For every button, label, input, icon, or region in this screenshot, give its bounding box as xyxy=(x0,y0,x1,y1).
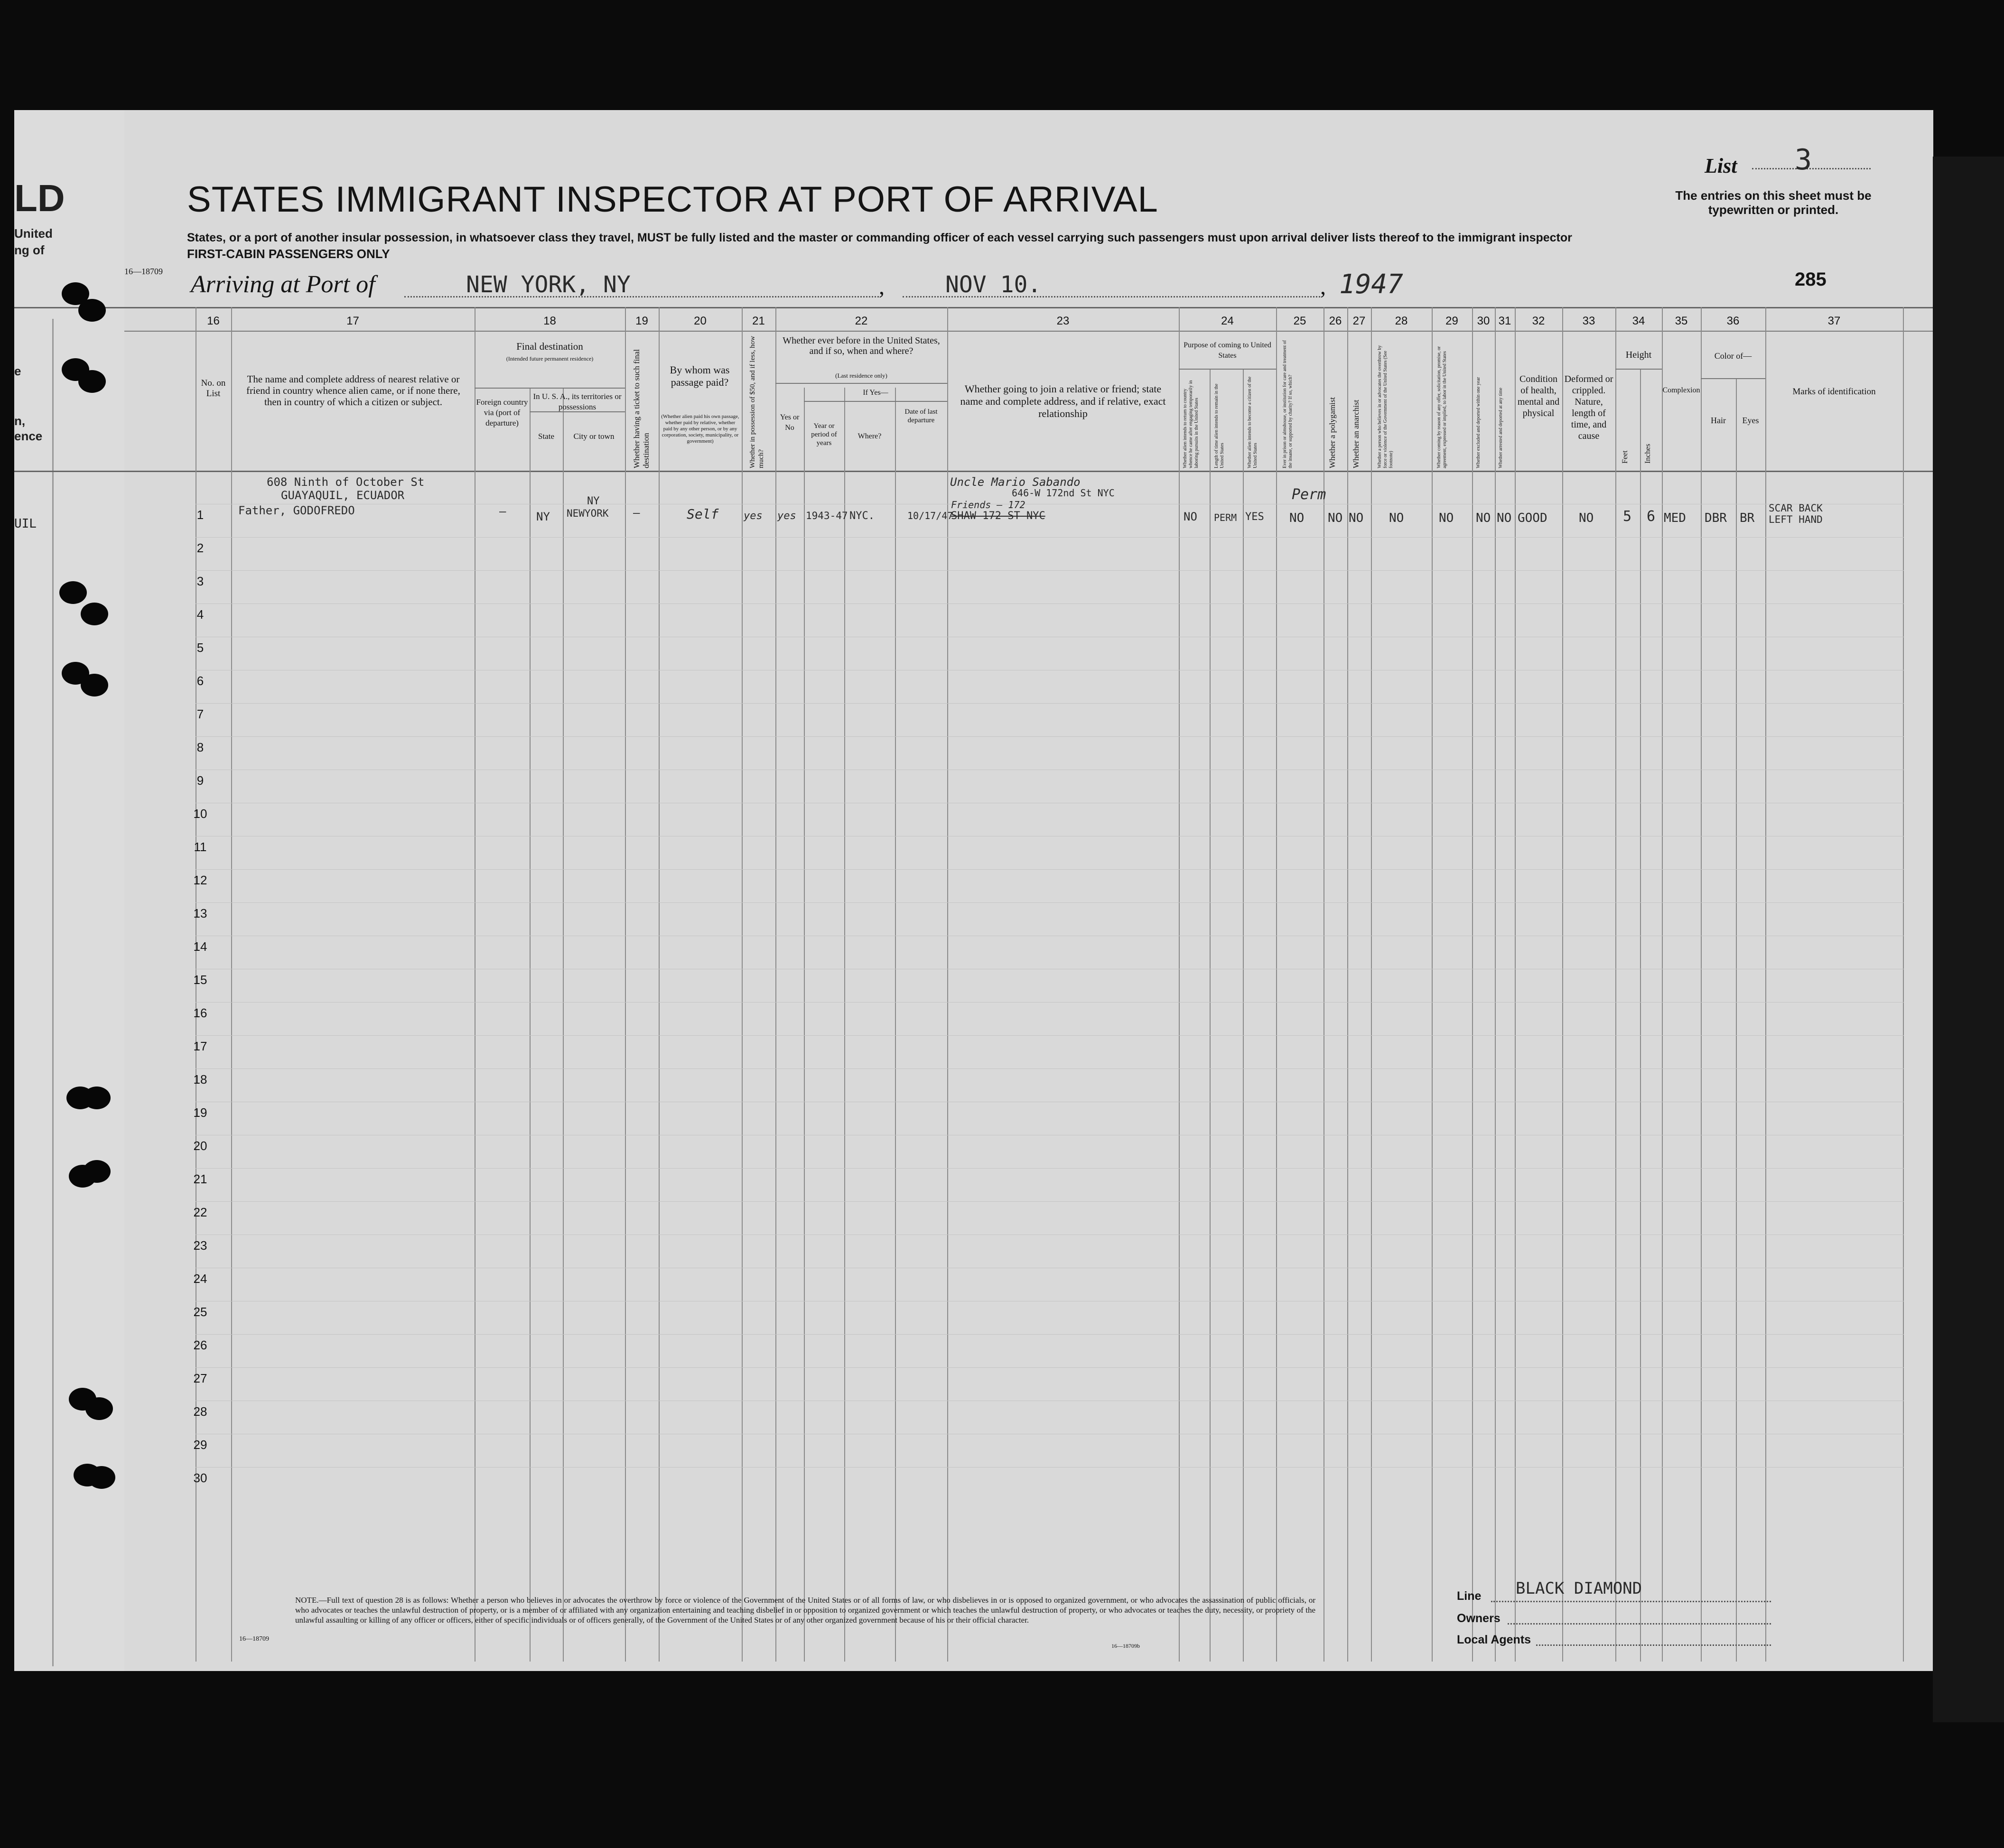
column-number: 19 xyxy=(635,315,648,327)
column-number: 20 xyxy=(694,315,707,327)
stub-fragment: UIL xyxy=(14,517,37,531)
complexion-value: MED xyxy=(1664,511,1686,525)
prison-value: NO xyxy=(1289,511,1305,525)
row-number: 9 xyxy=(196,773,204,788)
column-number: 26 xyxy=(1329,315,1342,327)
column-number: 37 xyxy=(1827,315,1841,327)
join-name: Uncle Mario Sabando xyxy=(950,475,1081,489)
row-number: 29 xyxy=(193,1438,207,1452)
row-number: 22 xyxy=(193,1205,207,1219)
permanent-note: Perm xyxy=(1292,486,1326,503)
header-final-destination: Final destination xyxy=(516,341,583,352)
row-number: 30 xyxy=(193,1471,207,1485)
header-passage-paid: By whom was passage paid? xyxy=(670,364,730,388)
eyes-value: BR xyxy=(1740,511,1755,525)
form-code-bottom: 16—18709 xyxy=(239,1635,269,1643)
row-number: 25 xyxy=(193,1305,207,1319)
column-number: 30 xyxy=(1477,315,1490,327)
intro-line: States, or a port of another insular possession, in whatsoever class they travel, MUST be fully listed and the master or commanding officer of each vessel carrying such passengers must upon arrival deliver lists thereof to the immigrant inspector xyxy=(187,231,1572,244)
header-purpose-length: Length of time alien intends to remain in the United States xyxy=(1214,383,1225,468)
height-inches-value: 6 xyxy=(1647,508,1656,525)
header-arrested: Whether arrested and deported at any time xyxy=(1498,388,1503,468)
join-address: 646-W 172nd St NYC xyxy=(1012,487,1115,499)
polygamist-value: NO xyxy=(1328,511,1343,525)
relative-address-line: 608 Ninth of October St xyxy=(267,475,425,489)
row-number: 15 xyxy=(193,973,207,987)
header-color-of: Color of— xyxy=(1714,351,1752,361)
column-number: 16 xyxy=(207,315,220,327)
column-number: 18 xyxy=(543,315,556,327)
ticket-value: — xyxy=(633,506,640,520)
port-value: NEW YORK, NY xyxy=(466,271,631,298)
row-number: 23 xyxy=(193,1238,207,1253)
column-number: 32 xyxy=(1532,315,1545,327)
join-friends: Friends — 172 xyxy=(951,499,1025,511)
sheet-instruction: The entries on this sheet must be typewritten or printed. xyxy=(1675,188,1872,217)
column-number: 29 xyxy=(1445,315,1458,327)
local-agents-label: Local Agents xyxy=(1457,1633,1531,1646)
overthrow-value: NO xyxy=(1389,511,1404,525)
header-ticket: Whether having a ticket to such final destination xyxy=(632,349,651,468)
row-number: 2 xyxy=(196,541,204,555)
form-title: STATES IMMIGRANT INSPECTOR AT PORT OF ARRIVAL xyxy=(187,179,1158,220)
deformed-value: NO xyxy=(1579,511,1594,525)
header-deformed: Deformed or crippled. Nature, length of time, and cause xyxy=(1564,374,1613,441)
manifest-table xyxy=(124,307,1933,1662)
header-date-departure: Date of last departure xyxy=(904,408,938,424)
labor-offer-value: NO xyxy=(1439,511,1454,525)
header-final-destination-sub: (Intended future permanent residence) xyxy=(506,355,594,362)
stub-fragment: e xyxy=(14,364,21,378)
header-fifty-dollars: Whether in possession of $50, and if less, how much? xyxy=(749,335,765,468)
class-line: FIRST-CABIN PASSENGERS ONLY xyxy=(187,247,390,261)
header-no-on-list: No. on List xyxy=(201,378,226,399)
city-top-value: NY xyxy=(587,495,600,507)
row-number: 11 xyxy=(194,840,207,854)
row-number: 8 xyxy=(196,740,204,754)
header-yes-no: Yes or No xyxy=(780,413,800,432)
list-number: 3 xyxy=(1795,143,1812,176)
binding-tape xyxy=(1933,157,2004,1722)
stub-fragment: LD xyxy=(14,177,65,219)
row-rule xyxy=(196,869,1904,870)
row-rule xyxy=(196,1068,1904,1069)
row-number: 13 xyxy=(193,906,207,920)
row-number: 1 xyxy=(196,508,204,522)
anarchist-value: NO xyxy=(1349,511,1364,525)
header-feet: Feet xyxy=(1621,450,1629,464)
list-label: List xyxy=(1705,154,1737,177)
row-rule xyxy=(196,1201,1904,1202)
header-passage-paid-sub: (Whether alien paid his own passage, whether paid by relative, whether paid by any other person, or by any corporation, society, municipality, or government) xyxy=(661,414,739,444)
row-rule xyxy=(196,1367,1904,1368)
owners-label: Owners xyxy=(1457,1612,1501,1625)
marks-value: SCAR BACK LEFT HAND xyxy=(1769,502,1823,525)
row-rule xyxy=(196,1002,1904,1003)
header-complexion: Complexion xyxy=(1662,386,1700,394)
header-overthrow: Whether a person who believes in or advocates the overthrow by force or violence of the Government of the United States (See footnote) xyxy=(1377,345,1394,468)
column-number: 31 xyxy=(1498,315,1511,327)
header-purpose: Purpose of coming to United States xyxy=(1184,341,1271,360)
page-number: 285 xyxy=(1795,269,1827,290)
row-number: 20 xyxy=(193,1139,207,1153)
height-feet-value: 5 xyxy=(1623,508,1632,525)
form-code: 16—18709 xyxy=(124,267,163,276)
header-foreign-country: Foreign country via (port of departure) xyxy=(476,398,528,427)
column-number: 33 xyxy=(1582,315,1595,327)
row-rule xyxy=(196,1035,1904,1036)
row-number: 10 xyxy=(193,807,207,821)
years-value: 1943-47 xyxy=(806,510,848,521)
column-number: 34 xyxy=(1632,315,1645,327)
previous-page-stub xyxy=(14,110,126,1671)
fifty-value: yes xyxy=(744,510,763,522)
column-number: 22 xyxy=(855,315,868,327)
header-year: Year or period of years xyxy=(811,422,837,447)
row-number: 19 xyxy=(193,1105,207,1120)
line-label: Line xyxy=(1457,1589,1482,1603)
departure-date-value: 10/17/47 xyxy=(907,510,953,521)
footnote-question-28: NOTE.—Full text of question 28 is as follows: Whether a person who believes in or advocates the overthrow by force or violence of the Government of the United States or of all forms of law, or who disbelieves in or is opposed to organized government, or who advocates the assassination of public officials, or who advocates or teaches the unlawful destruction of property, or is a member of or affiliated with any organization entertaining and teaching disbelief in or opposition to organized government or which teaches the unlawful destruction of property, or who advocates or teaches the duty, necessity, or propriety of the unlawful assaulting or killing of any officer or officers, either of specific individuals or of officers generally, of the Government of the United States or of any other organized government because of his or their official character. xyxy=(295,1596,1315,1625)
row-rule xyxy=(196,703,1904,704)
header-join-relative: Whether going to join a relative or friend; state name and complete address, and if relative, exact relationship xyxy=(960,383,1166,419)
line-value: BLACK DIAMOND xyxy=(1516,1579,1642,1598)
date-value: NOV 10. xyxy=(945,271,1042,298)
row-number: 28 xyxy=(193,1404,207,1419)
row-number: 16 xyxy=(193,1006,207,1020)
city-value: NEWYORK xyxy=(567,508,609,519)
year-value: 1947 xyxy=(1339,269,1403,300)
stub-fragment: n, xyxy=(14,414,26,428)
row-rule xyxy=(196,570,1904,571)
purpose-return-value: NO xyxy=(1184,510,1197,523)
purpose-length-value: PERM xyxy=(1214,512,1237,523)
header-in-usa: In U. S. A., its territories or possessions xyxy=(533,392,622,411)
header-relative-address: The name and complete address of nearest relative or friend in country whence alien came, or if none there, then in country of which a citizen or subject. xyxy=(246,373,460,408)
column-number: 35 xyxy=(1675,315,1688,327)
header-inches: Inches xyxy=(1644,444,1652,464)
header-excluded: Whether excluded and deported within one year xyxy=(1476,377,1481,468)
arriving-label: Arriving at Port of xyxy=(191,271,375,298)
purpose-citizen-value: YES xyxy=(1245,511,1264,523)
manifest-sheet: STATES IMMIGRANT INSPECTOR AT PORT OF ARRIVAL List 3 The entries on this sheet must be typewritten or printed. States, or a port of another insular possession, in whatsoever class they travel, MUST be fully listed and the master or commanding officer of each vessel carrying such passengers must upon arrival deliver lists thereof to the immigrant inspector FIRST-CABIN PASSENGERS ONLY 16—18709 Arriving at Port of NEW YORK, NY , NOV 10. , 1947 285 16 17 18 19 20 21 22 23 24 25 26 27 28 29 30 31 32 33 34 35 36 37 No. on List The name and complete address of nearest relative or friend in country whence alien came, or if none there, then in country of which a citizen or subject. Final destination (Intended future permanent residence) Foreign country via (port of departure) In U. S. A., its territories or possessions State City or town Whether having a ticket to such final destination By whom was passage paid? (Whether alien paid his own passage, whether paid by relative, whether paid by any other person, or by any corporation, society, municipality, or government) Whether in possession of $50, and if less, how much? Whether ever before in the United States, and if so, when and where? (Last residence only) Yes or No If Yes— Year or period of years Where? Date of last departure Whether going to join a relative or friend; state name and complete address, and if relative, exact relationship Purpose of coming to United States Whether alien intends to return to country whence he came after engaging temporarily in laboring pursuits in the United States Length of time alien intends to remain in the United States Whether alien intends to become a citizen of the United States Ever in prison or almshouse, or institution for care and treatment of the insane, or supported by charity? If so, which? Whether a polygamist Whether an anarchist Whether a person who believes in or advocates the overthrow by force or violence of the Government of the United States (See footnote) Whether coming by reason of any offer, solicitation, promise, or agreement, expressed or implied, to labor in the United States Whether excluded and deported within one year Whether arrested and deported at any time Condition of health, mental and physical Deformed or crippled. Nature, length of time, and cause Height Feet Inches Complexion Color of— Hair Eyes Marks of identification 1 2 3 4 5 6 7 8 9 10 11 12 13 14 15 16 17 18 19 20 21 22 23 24 25 26 27 28 29 30 608 Ninth of October St GUAYAQUIL, ECUADOR Father, GODOFREDO — NY NY NEWYORK — Self yes yes 1943-47 NYC. 10/17/47 Uncle Mario Sabando 646-W 172nd St NYC Friends — 172 SHAW 172 ST NYC NO PERM YES Perm NO NO NO NO NO NO NO GOOD NO 5 6 MED DBR BR SCAR BACK LEFT HAND 16—18709 NOTE.—Full text of question 28 is as follows: Whether a person who believes in or advocates the overthrow by force or violence of the Government of the United States or of all forms of law, or who disbelieves in or is opposed to organized government, or who advocates the assassination of public officials, or who advocates or teaches the unlawful destruction of property, or is a member of or affiliated with any organization entertaining and teaching disbelief in or opposition to organized government or which teaches the unlawful destruction of property, or who advocates or teaches the duty, necessity, or propriety of the unlawful assaulting or killing of any officer or officers, either of specific individuals or of officers generally, of the Government of the United States or of any other organized government because of his or their official character. 16—18709b Line BLACK DIAMOND Owners Local Agents xyxy=(124,110,1933,1671)
row-number: 21 xyxy=(193,1172,207,1186)
row-rule xyxy=(196,537,1904,538)
stub-fragment: ence xyxy=(14,429,43,443)
before-us-value: yes xyxy=(777,510,796,522)
relative-address-line: GUAYAQUIL, ECUADOR xyxy=(281,489,405,502)
row-number: 7 xyxy=(196,707,204,721)
header-health: Condition of health, mental and physical xyxy=(1517,374,1560,418)
header-purpose-citizen: Whether alien intends to become a citizen of the United States xyxy=(1247,376,1258,468)
row-number: 6 xyxy=(196,674,204,688)
column-number: 17 xyxy=(346,315,359,327)
row-number: 3 xyxy=(196,574,204,588)
column-number: 23 xyxy=(1056,315,1070,327)
row-number: 27 xyxy=(193,1371,207,1385)
column-number: 24 xyxy=(1221,315,1234,327)
row-number: 4 xyxy=(196,607,204,622)
header-if-yes: If Yes— xyxy=(863,389,888,397)
arrested-value: NO xyxy=(1497,511,1512,525)
row-number: 17 xyxy=(193,1039,207,1053)
header-city: City or town xyxy=(573,432,615,441)
join-struck-address: SHAW 172 ST NYC xyxy=(951,510,1045,522)
row-number: 5 xyxy=(196,641,204,655)
header-polygamist: Whether a polygamist xyxy=(1328,397,1337,468)
row-rule xyxy=(196,1168,1904,1169)
health-value: GOOD xyxy=(1518,511,1547,525)
header-labor-offer: Whether coming by reason of any offer, solicitation, promise, or agreement, expressed or implied, to labor in the United States xyxy=(1436,346,1447,468)
row-number: 18 xyxy=(193,1072,207,1087)
relative-name: Father, GODOFREDO xyxy=(238,504,355,517)
header-state: State xyxy=(538,432,554,441)
passage-paid-value: Self xyxy=(687,506,719,522)
header-purpose-return: Whether alien intends to return to country whence he came after engaging temporarily in laboring pursuits in the United States xyxy=(1183,380,1199,468)
row-rule xyxy=(196,902,1904,903)
column-number: 27 xyxy=(1352,315,1366,327)
header-anarchist: Whether an anarchist xyxy=(1352,399,1361,468)
excluded-value: NO xyxy=(1476,511,1491,525)
stub-fragment: ng of xyxy=(14,243,45,257)
row-rule xyxy=(196,736,1904,737)
row-number: 12 xyxy=(193,873,207,887)
column-number: 36 xyxy=(1726,315,1740,327)
row-number: 24 xyxy=(193,1272,207,1286)
foreign-via-value: — xyxy=(499,505,506,518)
header-marks: Marks of identification xyxy=(1792,387,1876,397)
header-hair: Hair xyxy=(1711,416,1726,425)
where-value: NYC. xyxy=(849,510,875,522)
header-ever-before: Whether ever before in the United States, and if so, when and where? xyxy=(783,335,940,356)
header-prison: Ever in prison or almshouse, or institution for care and treatment of the insane, or supported by charity? If so, which? xyxy=(1282,340,1293,468)
hair-value: DBR xyxy=(1705,511,1727,525)
header-eyes: Eyes xyxy=(1742,416,1759,425)
row-number: 14 xyxy=(193,939,207,954)
column-number: 28 xyxy=(1395,315,1408,327)
header-height: Height xyxy=(1625,350,1652,360)
state-value: NY xyxy=(536,510,550,523)
row-rule xyxy=(196,1334,1904,1335)
column-number: 25 xyxy=(1293,315,1306,327)
row-number: 26 xyxy=(193,1338,207,1352)
header-where: Where? xyxy=(858,432,882,440)
column-number: 21 xyxy=(752,315,765,327)
header-last-residence: (Last residence only) xyxy=(835,372,887,379)
stub-fragment: United xyxy=(14,226,53,241)
footnote-code: 16—18709b xyxy=(1111,1643,1140,1649)
